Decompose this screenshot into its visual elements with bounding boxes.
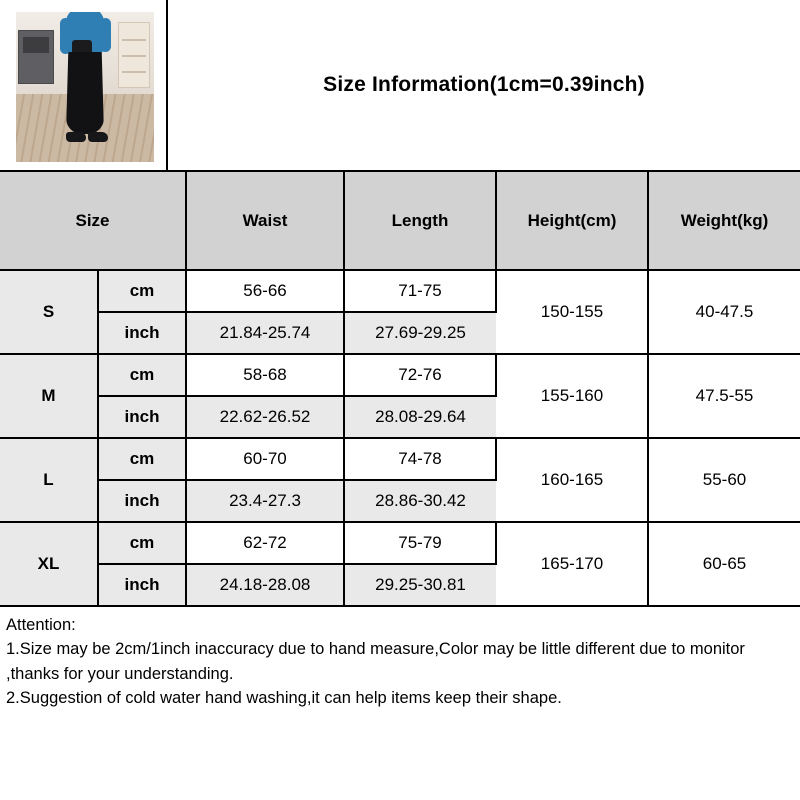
- unit-cell-inch: inch: [98, 396, 186, 438]
- photo-shelf-board: [122, 55, 146, 57]
- height-l: 160-165: [496, 438, 648, 522]
- waist-cm-l: 60-70: [186, 438, 344, 480]
- table-body: [0, 270, 800, 606]
- size-cell-l: L: [0, 438, 98, 522]
- length-cm-s: 71-75: [344, 270, 496, 312]
- size-cell-m: M: [0, 354, 98, 438]
- column-header-size: Size: [0, 172, 186, 270]
- size-cell-xl: XL: [0, 522, 98, 606]
- product-photo: [16, 12, 154, 162]
- product-photo-cell: [0, 0, 168, 170]
- waist-inch-m: 22.62-26.52: [186, 396, 344, 438]
- unit-cell-inch: inch: [98, 312, 186, 354]
- photo-shelf-board: [122, 71, 146, 73]
- length-cm-l: 74-78: [344, 438, 496, 480]
- height-xl: 165-170: [496, 522, 648, 606]
- table-row: [0, 438, 800, 480]
- waist-cm-m: 58-68: [186, 354, 344, 396]
- unit-cell-inch: inch: [98, 480, 186, 522]
- chart-header: [0, 0, 800, 172]
- attention-line-2: 2.Suggestion of cold water hand washing,it can help items keep their shape.: [6, 689, 562, 708]
- unit-cell-inch: inch: [98, 564, 186, 606]
- attention-heading: Attention:: [6, 616, 76, 634]
- photo-shelf-board: [122, 39, 146, 41]
- weight-s: 40-47.5: [648, 270, 800, 354]
- size-cell-s: S: [0, 270, 98, 354]
- page-title: Size Information(1cm=0.39inch): [323, 73, 645, 96]
- column-header-height: Height(cm): [496, 172, 648, 270]
- photo-model-shoe: [88, 132, 108, 142]
- length-inch-l: 28.86-30.42: [344, 480, 496, 522]
- height-m: 155-160: [496, 354, 648, 438]
- length-inch-xl: 29.25-30.81: [344, 564, 496, 606]
- unit-cell-cm: cm: [98, 354, 186, 396]
- waist-cm-s: 56-66: [186, 270, 344, 312]
- length-cm-xl: 75-79: [344, 522, 496, 564]
- waist-inch-s: 21.84-25.74: [186, 312, 344, 354]
- unit-cell-cm: cm: [98, 270, 186, 312]
- waist-cm-xl: 62-72: [186, 522, 344, 564]
- height-s: 150-155: [496, 270, 648, 354]
- attention-line-1: 1.Size may be 2cm/1inch inaccuracy due to hand measure,Color may be little different due to monitor ,thanks for your understanding.: [6, 640, 745, 683]
- length-inch-m: 28.08-29.64: [344, 396, 496, 438]
- photo-cabinet: [18, 30, 54, 84]
- weight-xl: 60-65: [648, 522, 800, 606]
- photo-model-shoe: [66, 132, 86, 142]
- weight-m: 47.5-55: [648, 354, 800, 438]
- waist-inch-l: 23.4-27.3: [186, 480, 344, 522]
- length-cm-m: 72-76: [344, 354, 496, 396]
- photo-model-skirt: [66, 52, 104, 134]
- column-header-weight: Weight(kg): [648, 172, 800, 270]
- table-row: [0, 354, 800, 396]
- unit-cell-cm: cm: [98, 438, 186, 480]
- size-table: [0, 172, 800, 607]
- photo-shelf: [118, 22, 150, 88]
- attention-block: [0, 607, 800, 711]
- header-row: [0, 172, 800, 270]
- title-cell: [168, 0, 800, 170]
- length-inch-s: 27.69-29.25: [344, 312, 496, 354]
- waist-inch-xl: 24.18-28.08: [186, 564, 344, 606]
- column-header-length: Length: [344, 172, 496, 270]
- unit-cell-cm: cm: [98, 522, 186, 564]
- table-header: [0, 172, 800, 270]
- table-row: [0, 270, 800, 312]
- column-header-waist: Waist: [186, 172, 344, 270]
- table-row: [0, 522, 800, 564]
- weight-l: 55-60: [648, 438, 800, 522]
